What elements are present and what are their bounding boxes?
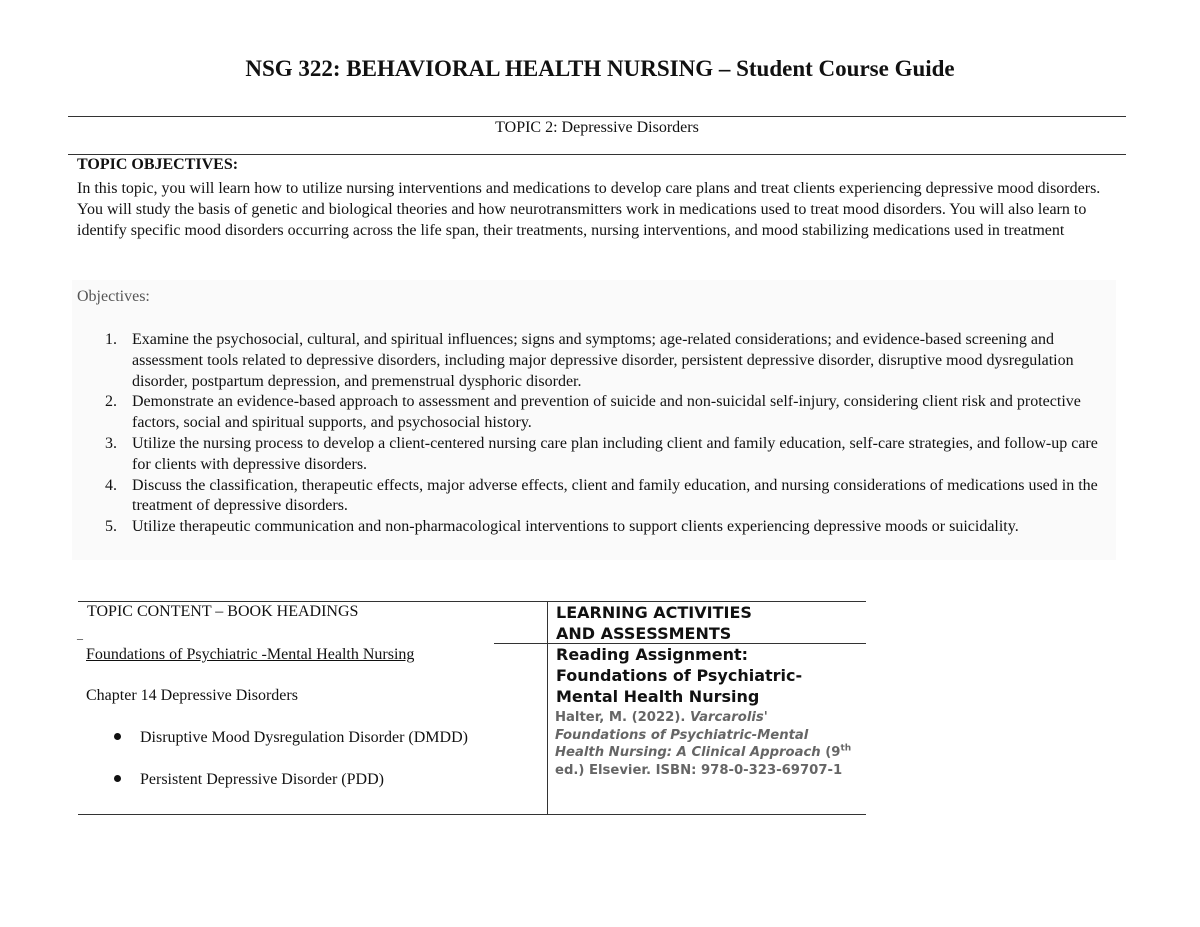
objective-number: 3. [105,434,117,452]
list-item-text: Disruptive Mood Dysregulation Disorder (DMDD) [140,729,468,746]
objective-item [77,476,1117,518]
objectives-label: Objectives: [77,288,150,305]
bullet-icon [114,775,121,782]
horizontal-rule-bottom [68,154,1126,155]
objective-item [77,434,1117,476]
header-line: LEARNING ACTIVITIES [556,603,752,622]
objective-text: Demonstrate an evidence-based approach to assessment and prevention of suicide and non-suicidal self-injury, considering client risk and protective factors, social and spiritual supports, and psychosocial history. [132,393,1081,432]
objective-text: Examine the psychosocial, cultural, and spiritual influences; signs and symptoms; age-related considerations; and evidence-based screening and assessment tools related to depressive disorders, including major depressive disorder, persistent depressive disorder, disruptive mood dysregulation disorder, postpartum depression, and premenstrual dysphoric disorder. [132,331,1074,390]
citation-publisher-isbn: ed.) Elsevier. ISBN: 978-0-323-69707-1 [555,762,843,778]
header-line: AND ASSESSMENTS [556,624,732,643]
reading-line: Reading Assignment: [556,645,749,664]
topic-objectives-heading: TOPIC OBJECTIVES: [77,156,239,173]
reading-assignment-heading [556,644,856,707]
citation-author: Halter, M. (2022). [555,710,690,725]
table-header-topic-content: TOPIC CONTENT – BOOK HEADINGS [87,603,359,620]
list-item [114,771,384,789]
topic-intro-paragraph: In this topic, you will learn how to utilize nursing interventions and medications to develop care plans and treat clients experiencing depressive mood disorders. You will study the basis of genetic and biological theories and how neurotransmitters work in medications used to treat mood disorders. You will also learn to identify specific mood disorders occurring across the life span, their treatments, nursing interventions, and mood stabilizing medications used in treatment [77,180,1101,239]
objective-number: 1. [105,331,117,348]
citation-edition: (9 [820,745,841,760]
objective-number: 2. [105,393,117,411]
citation-edition-sup: th [840,743,852,754]
topic-heading: TOPIC 2: Depressive Disorders [495,119,699,136]
book-title: Foundations of Psychiatric -Mental Health Nursing [86,646,415,663]
objective-item [77,330,1117,392]
list-item-text: Persistent Depressive Disorder (PDD) [140,771,384,788]
list-item [114,729,468,747]
reading-line: Foundations of Psychiatric- [556,666,803,685]
table-header-learning-activities [556,602,856,644]
table-column-divider [547,601,548,814]
document-title: NSG 322: BEHAVIORAL HEALTH NURSING – Student Course Guide [245,56,955,81]
citation-title: Varcarolis' Foundations of Psychiatric-Mental Health Nursing: A Clinical Approach [555,710,821,760]
objective-text: Utilize therapeutic communication and non-pharmacological interventions to support clients experiencing depressive moods or suicidality. [132,518,1019,536]
reading-line: Mental Health Nursing [556,687,760,706]
objective-text: Utilize the nursing process to develop a client-centered nursing care plan including client and family education, self-care strategies, and follow-up care for clients with depressive disorders. [132,434,1098,473]
table-bottom-border [78,814,866,815]
objective-item [77,392,1117,434]
chapter-heading: Chapter 14 Depressive Disorders [86,687,298,704]
bullet-icon [114,733,121,740]
stray-mark: – [77,631,83,645]
reading-citation [555,709,860,779]
objective-number: 4. [105,476,117,494]
objective-number: 5. [105,518,117,536]
horizontal-rule-top [68,116,1126,117]
objectives-list [77,330,1117,538]
objective-text: Discuss the classification, therapeutic effects, major adverse effects, client and family education, and nursing considerations of medications used in the treatment of depressive disorders. [132,476,1098,515]
objective-item [77,517,1117,538]
